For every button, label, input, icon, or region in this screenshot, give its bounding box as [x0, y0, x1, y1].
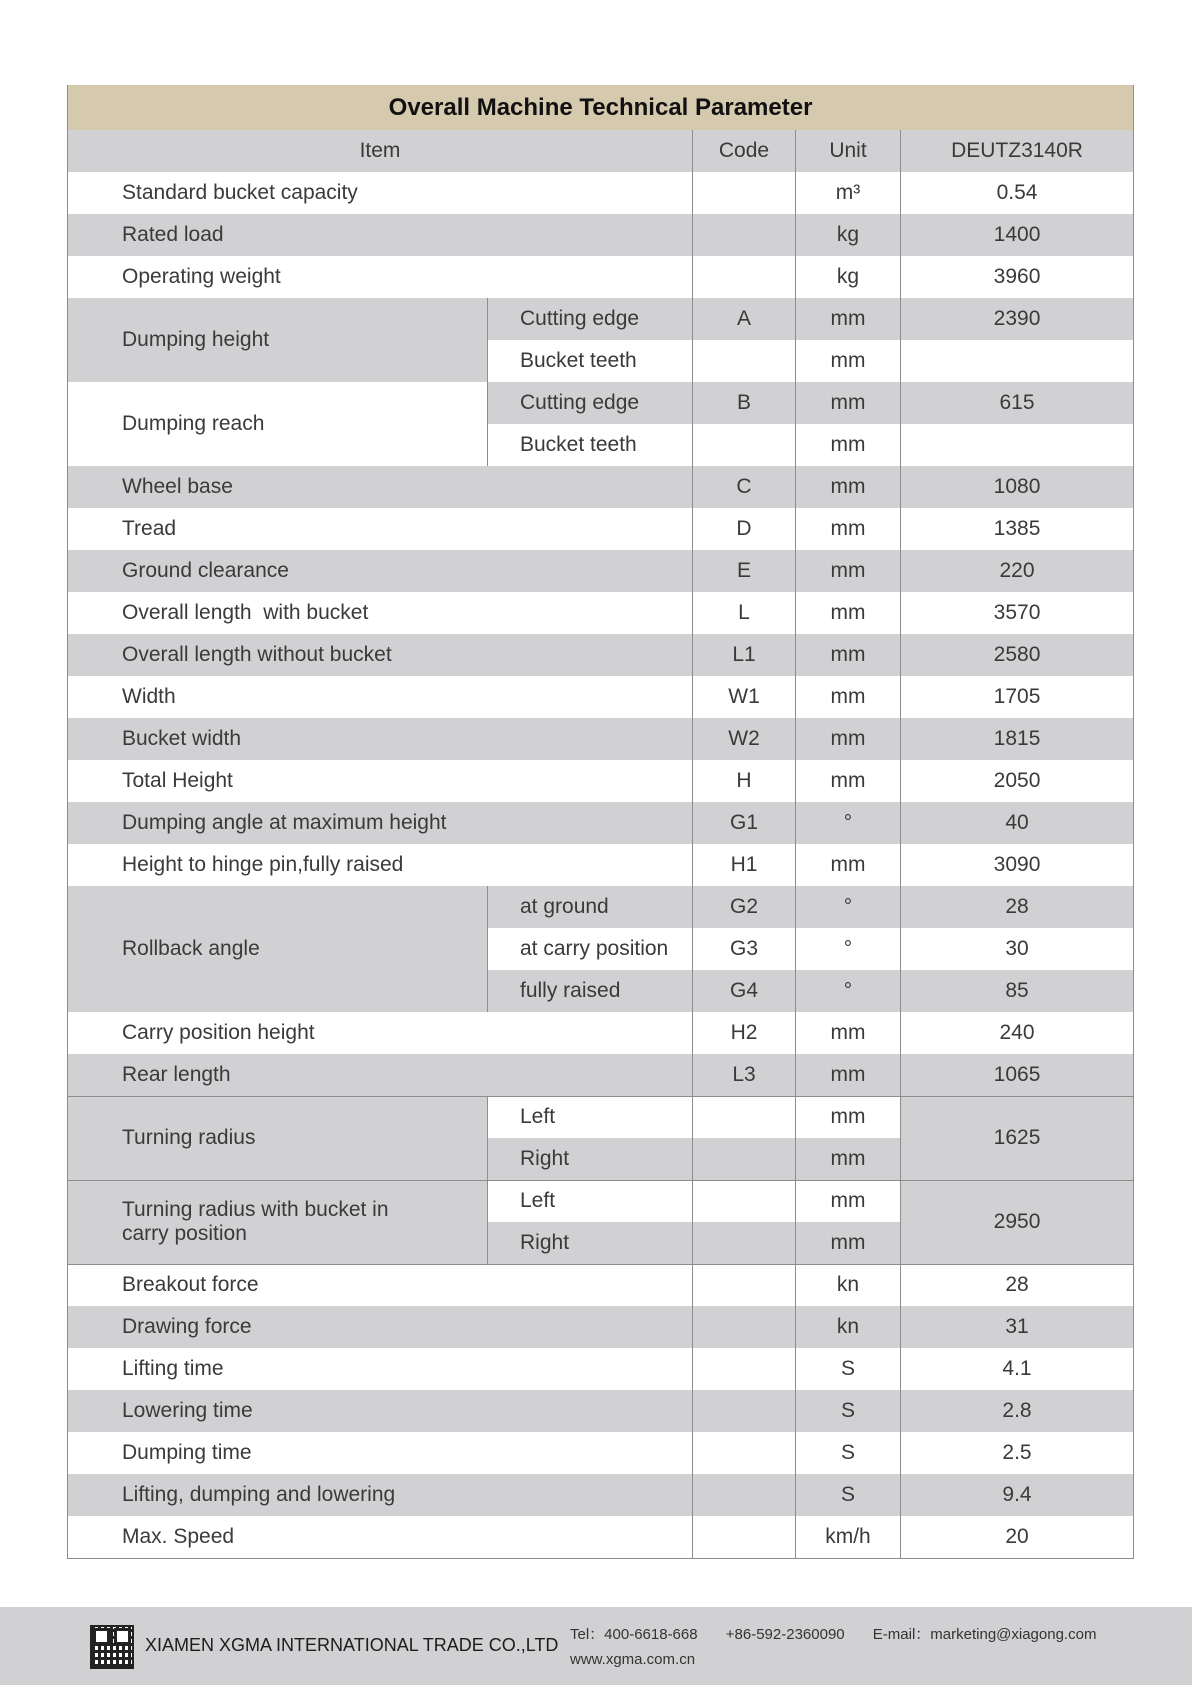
row-code: H: [693, 760, 796, 802]
row-label: Breakout force: [68, 1264, 693, 1306]
row-label: Overall length with bucket: [68, 592, 693, 634]
row-code: W2: [693, 718, 796, 760]
row-unit: mm: [796, 676, 901, 718]
row-value: 28: [901, 886, 1134, 928]
row-label: Max. Speed: [68, 1516, 693, 1558]
row-unit: mm: [796, 844, 901, 886]
row-code: L: [693, 592, 796, 634]
row-unit: mm: [796, 382, 901, 424]
row-label: Carry position height: [68, 1012, 693, 1054]
row-code: [693, 1306, 796, 1348]
row-code: G3: [693, 928, 796, 970]
row-value: 1705: [901, 676, 1134, 718]
row-unit: mm: [796, 1222, 901, 1264]
row-unit: kg: [796, 214, 901, 256]
row-unit: S: [796, 1348, 901, 1390]
row-sublabel: Left: [488, 1096, 693, 1138]
row-code: H1: [693, 844, 796, 886]
header-unit: Unit: [796, 130, 901, 172]
row-value: 1080: [901, 466, 1134, 508]
row-unit: mm: [796, 760, 901, 802]
row-value: [901, 424, 1134, 466]
row-code: [693, 424, 796, 466]
footer-bar: [0, 1607, 1192, 1685]
row-code: [693, 1432, 796, 1474]
table-row: [68, 1348, 1134, 1390]
row-unit: mm: [796, 1096, 901, 1138]
row-value: 0.54: [901, 172, 1134, 214]
table-row: [68, 844, 1134, 886]
row-code: [693, 1222, 796, 1264]
email-link[interactable]: E-mail：marketing@xiagong.com: [872, 1626, 1097, 1643]
row-sublabel: Left: [488, 1180, 693, 1222]
row-value: 240: [901, 1012, 1134, 1054]
row-code: E: [693, 550, 796, 592]
row-code: W1: [693, 676, 796, 718]
row-value: 2.8: [901, 1390, 1134, 1432]
phone-secondary: +86-592-2360090: [725, 1626, 845, 1643]
row-label: Total Height: [68, 760, 693, 802]
row-sublabel: Bucket teeth: [488, 424, 693, 466]
row-label: Overall length without bucket: [68, 634, 693, 676]
row-value: 2390: [901, 298, 1134, 340]
table-row: [68, 298, 1134, 340]
row-label: Lifting time: [68, 1348, 693, 1390]
row-sublabel: at ground: [488, 886, 693, 928]
row-unit: °: [796, 970, 901, 1012]
row-unit: °: [796, 886, 901, 928]
company-name: XIAMEN XGMA INTERNATIONAL TRADE CO.,LTD: [145, 1635, 559, 1655]
row-code: B: [693, 382, 796, 424]
table-row: [68, 550, 1134, 592]
header-model: DEUTZ3140R: [901, 130, 1134, 172]
row-label: Bucket width: [68, 718, 693, 760]
row-unit: °: [796, 802, 901, 844]
row-unit: kn: [796, 1306, 901, 1348]
row-sublabel: Cutting edge: [488, 382, 693, 424]
row-value: 2.5: [901, 1432, 1134, 1474]
row-value: 2050: [901, 760, 1134, 802]
table-row: [68, 1432, 1134, 1474]
row-unit: mm: [796, 466, 901, 508]
table-row: [68, 1516, 1134, 1558]
row-code: C: [693, 466, 796, 508]
row-unit: S: [796, 1432, 901, 1474]
table-title: Overall Machine Technical Parameter: [68, 85, 1134, 130]
row-code: [693, 1390, 796, 1432]
table-row: [68, 634, 1134, 676]
row-unit: mm: [796, 550, 901, 592]
row-label: Drawing force: [68, 1306, 693, 1348]
row-unit: kg: [796, 256, 901, 298]
row-label: Dumping time: [68, 1432, 693, 1474]
row-value: 9.4: [901, 1474, 1134, 1516]
row-value: 220: [901, 550, 1134, 592]
row-label: Dumping height: [68, 298, 488, 382]
row-sublabel: Bucket teeth: [488, 340, 693, 382]
row-unit: mm: [796, 592, 901, 634]
technical-parameter-table: [67, 85, 1134, 1559]
row-label: Lifting, dumping and lowering: [68, 1474, 693, 1516]
qr-code-icon: [90, 1625, 134, 1669]
row-code: [693, 1096, 796, 1138]
row-value: 40: [901, 802, 1134, 844]
header-item: Item: [68, 130, 693, 172]
row-value: 2580: [901, 634, 1134, 676]
row-code: [693, 214, 796, 256]
row-unit: mm: [796, 1138, 901, 1180]
row-code: [693, 1474, 796, 1516]
row-label: Wheel base: [68, 466, 693, 508]
row-value: 3570: [901, 592, 1134, 634]
row-label: Standard bucket capacity: [68, 172, 693, 214]
table-row: [68, 718, 1134, 760]
row-unit: S: [796, 1474, 901, 1516]
row-label: Height to hinge pin,fully raised: [68, 844, 693, 886]
row-value: 28: [901, 1264, 1134, 1306]
row-label: Rear length: [68, 1054, 693, 1096]
table-row: [68, 382, 1134, 424]
row-code: H2: [693, 1012, 796, 1054]
table-row: [68, 1180, 1134, 1222]
row-label: Rated load: [68, 214, 693, 256]
row-unit: km/h: [796, 1516, 901, 1558]
row-code: G2: [693, 886, 796, 928]
row-code: G1: [693, 802, 796, 844]
row-unit: mm: [796, 1012, 901, 1054]
table-row: [68, 1264, 1134, 1306]
row-label: Tread: [68, 508, 693, 550]
row-label-line: carry position: [122, 1222, 247, 1245]
row-label: Ground clearance: [68, 550, 693, 592]
row-value: 1065: [901, 1054, 1134, 1096]
row-unit: °: [796, 928, 901, 970]
table-row: [68, 214, 1134, 256]
row-unit: mm: [796, 424, 901, 466]
table-row: [68, 508, 1134, 550]
table-row: [68, 1474, 1134, 1516]
row-label: Dumping angle at maximum height: [68, 802, 693, 844]
row-value: 3090: [901, 844, 1134, 886]
row-value: 2950: [901, 1180, 1134, 1264]
table-row: [68, 256, 1134, 298]
telephone: Tel：400-6618-668: [570, 1626, 698, 1643]
row-code: A: [693, 298, 796, 340]
header-code: Code: [693, 130, 796, 172]
row-code: [693, 1264, 796, 1306]
row-unit: mm: [796, 298, 901, 340]
row-code: [693, 340, 796, 382]
row-sublabel: Right: [488, 1138, 693, 1180]
row-value: 31: [901, 1306, 1134, 1348]
row-label: Rollback angle: [68, 886, 488, 1012]
row-label: Lowering time: [68, 1390, 693, 1432]
table-row: [68, 1054, 1134, 1096]
table-row: [68, 1012, 1134, 1054]
row-value: 1815: [901, 718, 1134, 760]
table-row: [68, 802, 1134, 844]
row-unit: mm: [796, 1180, 901, 1222]
table-header-row: [68, 130, 1134, 172]
table-row: [68, 592, 1134, 634]
row-label: Turning radius: [68, 1096, 488, 1180]
row-value: 20: [901, 1516, 1134, 1558]
table-row: [68, 676, 1134, 718]
row-unit: mm: [796, 718, 901, 760]
row-code: [693, 172, 796, 214]
row-label-line: Turning radius with bucket in: [122, 1198, 389, 1221]
row-value: 615: [901, 382, 1134, 424]
row-value: 1625: [901, 1096, 1134, 1180]
row-label: Operating weight: [68, 256, 693, 298]
table-row: [68, 760, 1134, 802]
table-row: [68, 886, 1134, 928]
row-unit: m³: [796, 172, 901, 214]
row-value: [901, 340, 1134, 382]
row-code: [693, 256, 796, 298]
row-value: 4.1: [901, 1348, 1134, 1390]
table-row: [68, 1096, 1134, 1138]
table-title-row: [68, 85, 1134, 130]
row-code: D: [693, 508, 796, 550]
row-unit: mm: [796, 340, 901, 382]
table-row: [68, 172, 1134, 214]
row-code: L1: [693, 634, 796, 676]
row-code: [693, 1138, 796, 1180]
row-unit: kn: [796, 1264, 901, 1306]
row-unit: mm: [796, 508, 901, 550]
table-row: [68, 466, 1134, 508]
row-code: [693, 1348, 796, 1390]
row-value: 1385: [901, 508, 1134, 550]
row-value: 85: [901, 970, 1134, 1012]
row-code: L3: [693, 1054, 796, 1096]
row-value: 3960: [901, 256, 1134, 298]
row-sublabel: fully raised: [488, 970, 693, 1012]
row-value: 1400: [901, 214, 1134, 256]
row-sublabel: at carry position: [488, 928, 693, 970]
row-unit: mm: [796, 1054, 901, 1096]
row-sublabel: Right: [488, 1222, 693, 1264]
row-unit: mm: [796, 634, 901, 676]
row-value: 30: [901, 928, 1134, 970]
row-sublabel: Cutting edge: [488, 298, 693, 340]
row-code: G4: [693, 970, 796, 1012]
row-label: [68, 1180, 488, 1264]
website-link[interactable]: www.xgma.com.cn: [570, 1651, 696, 1668]
row-label: Dumping reach: [68, 382, 488, 466]
row-code: [693, 1180, 796, 1222]
table-row: [68, 1390, 1134, 1432]
row-code: [693, 1516, 796, 1558]
row-label: Width: [68, 676, 693, 718]
table-row: [68, 1306, 1134, 1348]
row-unit: S: [796, 1390, 901, 1432]
contact-info: [570, 1623, 1120, 1668]
